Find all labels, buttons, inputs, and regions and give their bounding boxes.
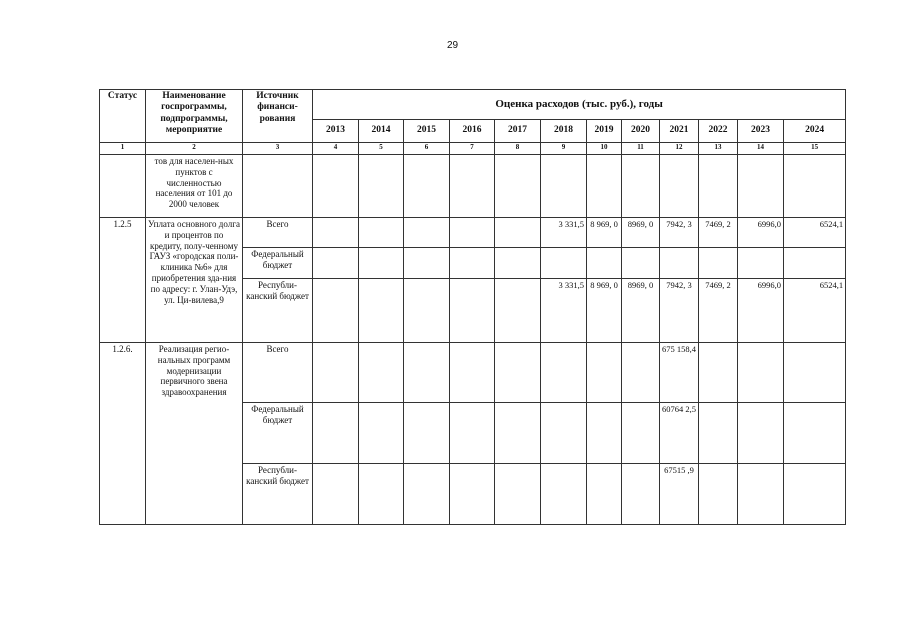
value-cell	[359, 464, 404, 525]
value-cell	[622, 403, 660, 464]
value-cell	[699, 343, 738, 403]
column-index: 8	[495, 143, 541, 155]
value-cell	[541, 248, 587, 279]
header-name: Наименование госпрограммы, подпрограммы, мероприятие	[146, 90, 243, 143]
header-year: 2022	[699, 120, 738, 143]
header-year: 2019	[587, 120, 622, 143]
value-cell	[738, 464, 784, 525]
value-cell	[404, 403, 450, 464]
table-row	[100, 218, 846, 248]
column-index: 9	[541, 143, 587, 155]
column-index: 11	[622, 143, 660, 155]
value-cell: 3 331,5	[541, 279, 587, 343]
value-cell	[495, 403, 541, 464]
funding-source: Федеральный бюджет	[243, 403, 313, 464]
continuation-status-cell	[100, 155, 146, 218]
value-cell: 8969, 0	[622, 218, 660, 248]
value-cell	[699, 464, 738, 525]
continuation-name: тов для населен-ных пунктов с численностью населения от 101 до 2000 человек	[146, 155, 243, 218]
value-cell: 8 969, 0	[587, 218, 622, 248]
column-index: 6	[404, 143, 450, 155]
value-cell	[450, 403, 495, 464]
header-year: 2016	[450, 120, 495, 143]
funding-source: Федеральный бюджет	[243, 248, 313, 279]
value-cell	[784, 343, 846, 403]
value-cell	[404, 248, 450, 279]
value-cell: 6524,1	[784, 218, 846, 248]
value-cell	[404, 279, 450, 343]
value-cell	[495, 248, 541, 279]
value-cell: 7469, 2	[699, 218, 738, 248]
column-index: 12	[660, 143, 699, 155]
value-cell	[784, 464, 846, 525]
header-year: 2020	[622, 120, 660, 143]
value-cell: 6996,0	[738, 279, 784, 343]
funding-source: Республи-канский бюджет	[243, 464, 313, 525]
value-cell: 3 331,5	[541, 218, 587, 248]
value-cell	[541, 343, 587, 403]
header-year: 2013	[313, 120, 359, 143]
value-cell	[541, 464, 587, 525]
value-cell	[404, 464, 450, 525]
column-index: 7	[450, 143, 495, 155]
value-cell	[313, 218, 359, 248]
value-cell	[587, 343, 622, 403]
value-cell	[738, 343, 784, 403]
value-cell	[313, 279, 359, 343]
value-cell	[313, 464, 359, 525]
value-cell	[404, 218, 450, 248]
value-cell	[587, 464, 622, 525]
column-index: 5	[359, 143, 404, 155]
value-cell	[359, 343, 404, 403]
value-cell	[495, 343, 541, 403]
header-year: 2021	[660, 120, 699, 143]
value-cell	[784, 403, 846, 464]
page-number: 29	[446, 40, 459, 51]
column-index: 2	[146, 143, 243, 155]
item-name: Реализация регио-нальных программ модернизации первичного звена здравоохранения	[146, 343, 243, 525]
header-year: 2014	[359, 120, 404, 143]
value-cell: 7469, 2	[699, 279, 738, 343]
value-cell	[699, 403, 738, 464]
value-cell	[313, 403, 359, 464]
value-cell	[495, 218, 541, 248]
value-cell: 675 158,4	[660, 343, 699, 403]
expenses-table	[99, 89, 846, 525]
funding-source: Всего	[243, 218, 313, 248]
value-cell: 60764 2,5	[660, 403, 699, 464]
table-row	[100, 343, 846, 403]
column-index: 10	[587, 143, 622, 155]
value-cell: 7942, 3	[660, 279, 699, 343]
value-cell	[738, 403, 784, 464]
value-cell: 6996,0	[738, 218, 784, 248]
value-cell	[622, 464, 660, 525]
value-cell	[738, 248, 784, 279]
item-status: 1.2.6.	[100, 343, 146, 525]
header-year: 2024	[784, 120, 846, 143]
header-estimate: Оценка расходов (тыс. руб.), годы	[313, 90, 846, 120]
column-index: 3	[243, 143, 313, 155]
column-index: 4	[313, 143, 359, 155]
header-source: Источник финанси-рования	[243, 90, 313, 143]
column-index: 1	[100, 143, 146, 155]
value-cell	[622, 343, 660, 403]
value-cell	[495, 464, 541, 525]
value-cell: 8 969, 0	[587, 279, 622, 343]
header-status: Статус	[100, 90, 146, 143]
value-cell	[359, 248, 404, 279]
header-year: 2017	[495, 120, 541, 143]
value-cell: 6524,1	[784, 279, 846, 343]
value-cell	[359, 218, 404, 248]
value-cell	[495, 279, 541, 343]
value-cell	[450, 218, 495, 248]
value-cell	[622, 248, 660, 279]
value-cell	[450, 248, 495, 279]
funding-source: Республи-канский бюджет	[243, 279, 313, 343]
continuation-source-cell	[243, 155, 313, 218]
value-cell: 67515 ,9	[660, 464, 699, 525]
value-cell	[450, 279, 495, 343]
value-cell	[359, 403, 404, 464]
value-cell	[784, 248, 846, 279]
value-cell	[699, 248, 738, 279]
value-cell	[313, 343, 359, 403]
value-cell	[450, 464, 495, 525]
value-cell	[359, 279, 404, 343]
value-cell	[404, 343, 450, 403]
column-index: 13	[699, 143, 738, 155]
value-cell: 7942, 3	[660, 218, 699, 248]
header-year: 2023	[738, 120, 784, 143]
value-cell	[587, 248, 622, 279]
value-cell	[587, 403, 622, 464]
value-cell: 8969, 0	[622, 279, 660, 343]
column-index: 14	[738, 143, 784, 155]
item-status: 1.2.5	[100, 218, 146, 343]
header-year: 2018	[541, 120, 587, 143]
header-year: 2015	[404, 120, 450, 143]
value-cell	[313, 248, 359, 279]
value-cell	[541, 403, 587, 464]
column-index: 15	[784, 143, 846, 155]
funding-source: Всего	[243, 343, 313, 403]
item-name: Уплата основного долга и процентов по кредиту, полу-ченному ГАУЗ «городская поли-клиника №6» для приобретения зда-ния по адресу: г. Улан-Удэ, ул. Ци-вилева,9	[146, 218, 243, 343]
value-cell	[450, 343, 495, 403]
value-cell	[660, 248, 699, 279]
